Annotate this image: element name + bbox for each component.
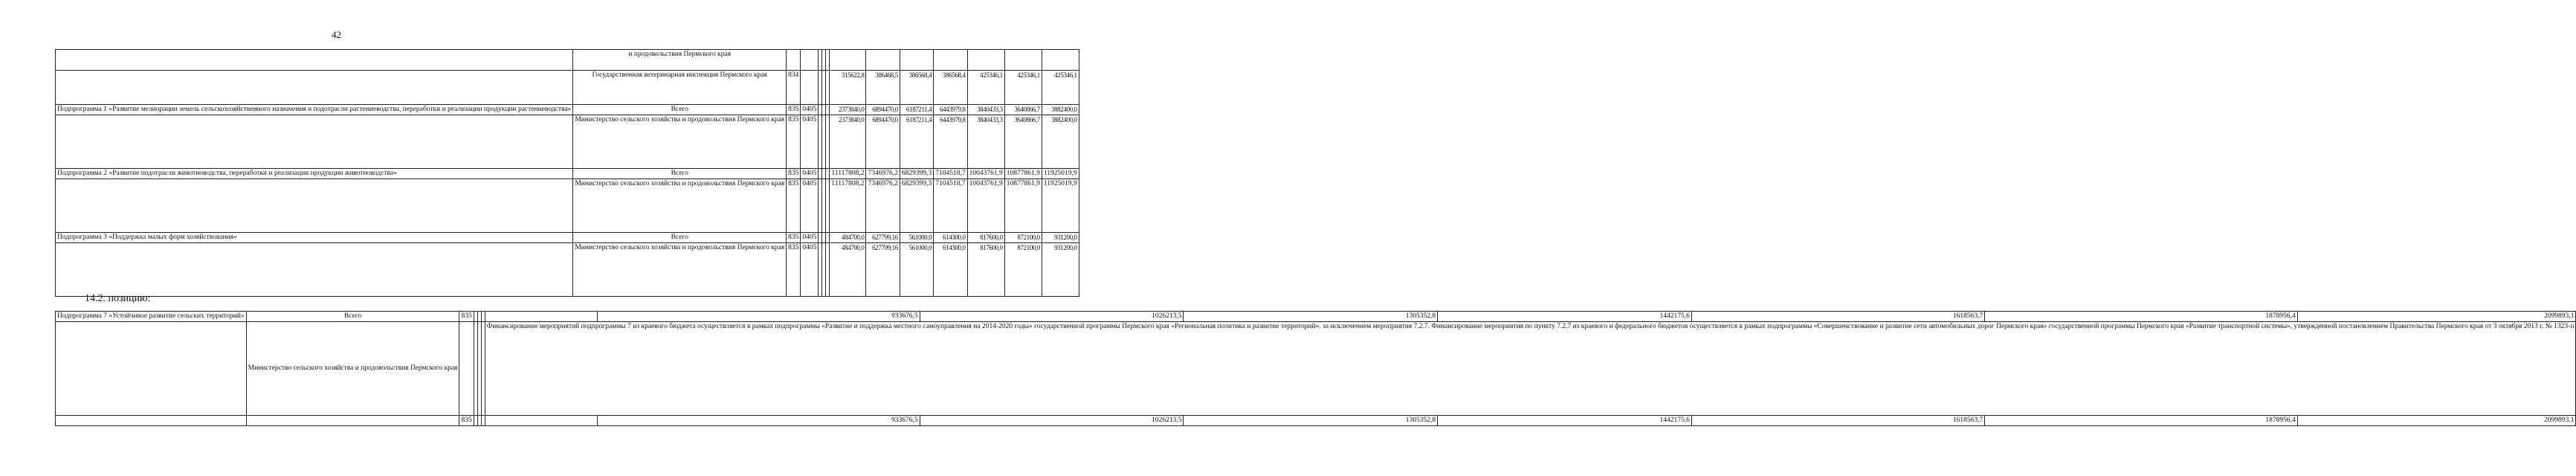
rz-cell: 0405 bbox=[801, 243, 819, 297]
value-cell: 933676,5 bbox=[597, 312, 920, 322]
value-cell: 1618563,7 bbox=[1691, 312, 1984, 322]
executor-cell: Министерство сельского хозяйства и продовольствия Пермского края bbox=[573, 179, 787, 233]
value-cell: 6187211,4 bbox=[900, 105, 933, 115]
table-row bbox=[56, 179, 1079, 233]
executor-cell bbox=[246, 416, 459, 426]
value-cell: 6829399,3 bbox=[900, 179, 933, 233]
executor-cell: Всего bbox=[573, 105, 787, 115]
rz-cell: 0405 bbox=[801, 105, 819, 115]
value-cell: 2373840,0 bbox=[830, 115, 866, 169]
value-cell: 425346,1 bbox=[1042, 71, 1079, 105]
value-cell: 1442175,6 bbox=[1438, 416, 1692, 426]
code-cell bbox=[485, 312, 597, 322]
subprogram-name-continued bbox=[56, 243, 573, 297]
value-cell: 561000,0 bbox=[900, 233, 933, 243]
value-cell bbox=[830, 50, 866, 71]
value-cell: 10043761,9 bbox=[967, 169, 1004, 179]
table-row bbox=[56, 416, 2576, 426]
value-cell: 425346,1 bbox=[967, 71, 1004, 105]
rz-cell: 0405 bbox=[801, 233, 819, 243]
executor-cell: Государственная ветеринарная инспекция Пермского края bbox=[573, 71, 787, 105]
value-cell: 3640866,7 bbox=[1004, 115, 1042, 169]
value-cell: 6829399,3 bbox=[900, 169, 933, 179]
value-cell: 11117808,2 bbox=[830, 179, 866, 233]
value-cell: 2099893,1 bbox=[2297, 312, 2576, 322]
value-cell bbox=[866, 50, 900, 71]
value-cell: 386568,4 bbox=[900, 71, 933, 105]
code-cell bbox=[459, 322, 474, 416]
executor-cell: и продовольствия Пермского края bbox=[573, 50, 787, 71]
subprogram-name-continued bbox=[56, 179, 573, 233]
value-cell: 6443979,8 bbox=[934, 115, 967, 169]
subprogram-name: Подпрограмма 7 «Устойчивое развитие сельских территорий» bbox=[56, 312, 247, 322]
grbs-cell: 835 bbox=[787, 233, 801, 243]
value-cell bbox=[1004, 50, 1042, 71]
code-cell bbox=[485, 416, 597, 426]
value-cell: 3840433,3 bbox=[967, 115, 1004, 169]
value-cell: 1618563,7 bbox=[1691, 416, 1984, 426]
value-cell: 10877861,9 bbox=[1004, 179, 1042, 233]
value-cell: 931200,0 bbox=[1042, 243, 1079, 297]
rz-cell: 0405 bbox=[801, 179, 819, 233]
value-cell: 7346976,2 bbox=[866, 169, 900, 179]
executor-cell: Министерство сельского хозяйства и продовольствия Пермского края bbox=[573, 243, 787, 297]
grbs-cell bbox=[787, 50, 801, 71]
subprogram-name: Подпрограмма 3 «Поддержка малых форм хозяйствования» bbox=[56, 233, 573, 243]
value-cell: 2373840,0 bbox=[830, 105, 866, 115]
executor-cell: Министерство сельского хозяйства и продовольствия Пермского края bbox=[246, 322, 459, 416]
value-cell: 3840433,3 bbox=[967, 105, 1004, 115]
value-cell: 425346,1 bbox=[1004, 71, 1042, 105]
grbs-cell: 835 bbox=[787, 105, 801, 115]
value-cell: 11117808,2 bbox=[830, 169, 866, 179]
table-row bbox=[56, 233, 1079, 243]
value-cell bbox=[900, 50, 933, 71]
value-cell: 872100,0 bbox=[1004, 233, 1042, 243]
value-cell: 1305352,8 bbox=[1184, 312, 1438, 322]
value-cell: 10877861,9 bbox=[1004, 169, 1042, 179]
table-row bbox=[56, 322, 2576, 416]
value-cell bbox=[967, 50, 1004, 71]
subprogram-7-table bbox=[55, 311, 2576, 426]
subprogram-name: Подпрограмма 2 «Развитие подотрасли животноводства, переработки и реализации продукции животноводства» bbox=[56, 169, 573, 179]
rz-cell bbox=[801, 71, 819, 105]
executor-cell: Всего bbox=[246, 312, 459, 322]
subprogram-name-continued bbox=[56, 71, 573, 105]
value-cell: 7346976,2 bbox=[866, 179, 900, 233]
value-cell: 561000,0 bbox=[900, 243, 933, 297]
budget-table bbox=[55, 49, 1079, 297]
value-cell bbox=[1042, 50, 1079, 71]
value-cell: 3640866,7 bbox=[1004, 105, 1042, 115]
value-cell: 1026213,5 bbox=[920, 312, 1184, 322]
value-cell: 2099893,1 bbox=[2297, 416, 2576, 426]
table-row bbox=[56, 169, 1079, 179]
value-cell: 7104518,7 bbox=[934, 179, 967, 233]
table-row bbox=[56, 50, 1079, 71]
grbs-cell: 835 bbox=[787, 179, 801, 233]
value-cell: 614300,0 bbox=[934, 233, 967, 243]
grbs-cell: 835 bbox=[787, 243, 801, 297]
value-cell: 11925019,9 bbox=[1042, 179, 1079, 233]
value-cell: 931200,0 bbox=[1042, 233, 1079, 243]
value-cell: 817600,0 bbox=[967, 243, 1004, 297]
value-cell: 614300,0 bbox=[934, 243, 967, 297]
rz-cell bbox=[801, 50, 819, 71]
value-cell: 933676,5 bbox=[597, 416, 920, 426]
grbs-cell: 835 bbox=[787, 169, 801, 179]
value-cell: 1442175,6 bbox=[1438, 312, 1692, 322]
grbs-cell: 834 bbox=[787, 71, 801, 105]
value-cell: 484700,0 bbox=[830, 233, 866, 243]
value-cell: 1878956,4 bbox=[1985, 416, 2298, 426]
value-cell: 386568,4 bbox=[934, 71, 967, 105]
executor-cell: Всего bbox=[573, 169, 787, 179]
value-cell: 10043761,9 bbox=[967, 179, 1004, 233]
financing-note: Финансирование мероприятий подпрограммы 7 из краевого бюджета осуществляется в рамках подпрограммы «Развитие и поддержка местного самоуправления на 2014-2020 годы» государственной программы Пермского края «Региональная политика и развитие территорий», за исключением мероприятия 7.2.7. Финансирование мероприятия по пункту 7.2.7 из краевого и федерального бюджетов осуществляется в рамках подпрограммы «Совершенствование и развитие сети автомобильных дорог Пермского края» государственной программы Пермского края «Развитие транспортной системы», утвержденной постановлением Правительства Пермского края от 3 октября 2013 г. № 1323-п bbox=[485, 322, 2576, 416]
subprogram-name-continued bbox=[56, 416, 247, 426]
value-cell: 627799,16 bbox=[866, 243, 900, 297]
table-row bbox=[56, 243, 1079, 297]
value-cell: 6443979,8 bbox=[934, 105, 967, 115]
rz-cell: 0405 bbox=[801, 115, 819, 169]
table-row bbox=[56, 115, 1079, 169]
value-cell: 386468,5 bbox=[866, 71, 900, 105]
subprogram-name-continued bbox=[56, 115, 573, 169]
value-cell: 6894470,0 bbox=[866, 105, 900, 115]
grbs-cell: 835 bbox=[787, 115, 801, 169]
subprogram-name-continued bbox=[56, 322, 247, 416]
value-cell: 872100,0 bbox=[1004, 243, 1042, 297]
grbs-cell: 835 bbox=[459, 416, 474, 426]
subprogram-name: Подпрограмма 1 «Развитие мелиорации земель сельскохозяйственного назначения и подотрасли растениеводства, переработки и реализации продукции растениеводства» bbox=[56, 105, 573, 115]
page-number: 42 bbox=[332, 29, 341, 40]
table-row bbox=[56, 105, 1079, 115]
executor-cell: Министерство сельского хозяйства и продовольствия Пермского края bbox=[573, 115, 787, 169]
value-cell: 11925019,9 bbox=[1042, 169, 1079, 179]
value-cell bbox=[934, 50, 967, 71]
executor-cell: Всего bbox=[573, 233, 787, 243]
value-cell: 6187211,4 bbox=[900, 115, 933, 169]
table-row bbox=[56, 71, 1079, 105]
table-row bbox=[56, 312, 2576, 322]
value-cell: 3882400,0 bbox=[1042, 105, 1079, 115]
grbs-cell: 835 bbox=[459, 312, 474, 322]
value-cell: 7104518,7 bbox=[934, 169, 967, 179]
value-cell: 6894470,0 bbox=[866, 115, 900, 169]
value-cell: 3882400,0 bbox=[1042, 115, 1079, 169]
rz-cell: 0405 bbox=[801, 169, 819, 179]
value-cell: 315622,8 bbox=[830, 71, 866, 105]
value-cell: 1026213,5 bbox=[920, 416, 1184, 426]
value-cell: 1305352,8 bbox=[1184, 416, 1438, 426]
section-heading: 14.2. позицию: bbox=[85, 293, 151, 304]
value-cell: 484700,0 bbox=[830, 243, 866, 297]
value-cell: 817600,0 bbox=[967, 233, 1004, 243]
value-cell: 627799,16 bbox=[866, 233, 900, 243]
value-cell: 1878956,4 bbox=[1985, 312, 2298, 322]
subprogram-name-continued bbox=[56, 50, 573, 71]
